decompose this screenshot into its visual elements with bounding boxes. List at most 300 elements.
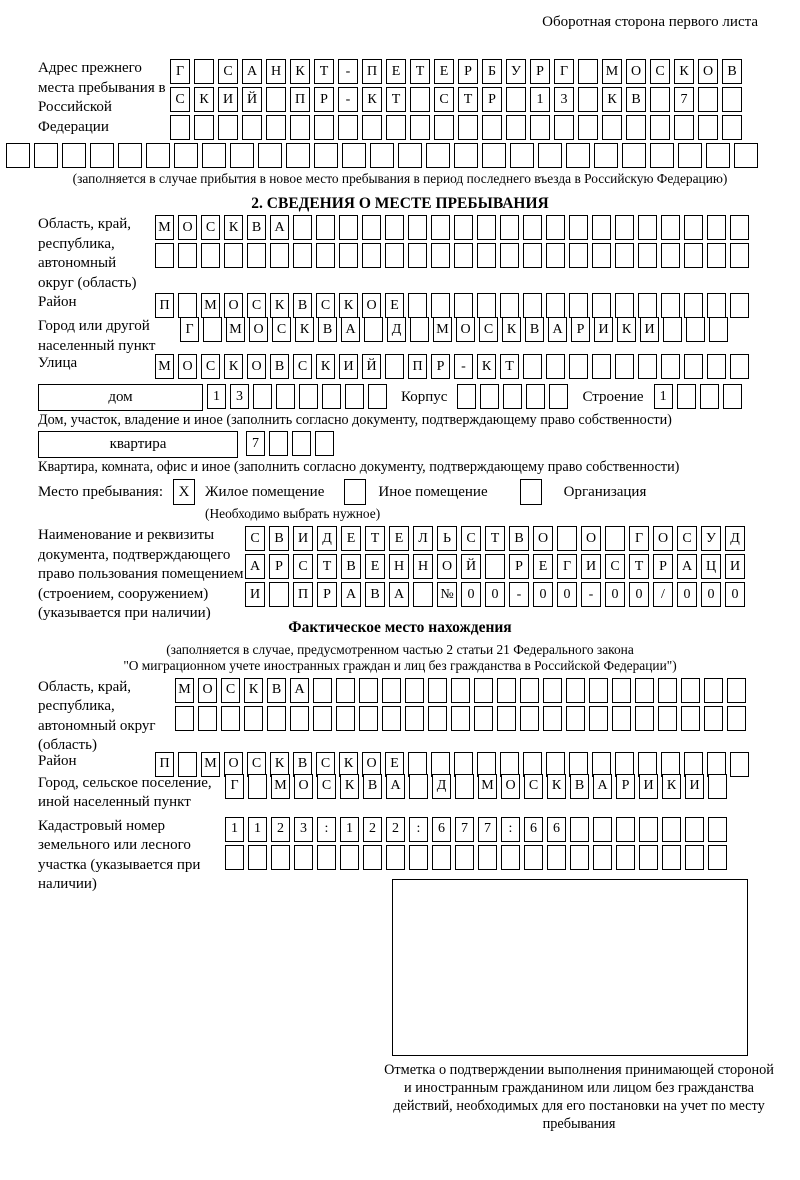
char-cell[interactable] [674,115,694,140]
char-cell[interactable] [592,354,611,379]
char-cell[interactable] [62,143,86,168]
char-cell[interactable]: К [339,752,358,777]
char-cell[interactable]: С [170,87,190,112]
char-cell[interactable]: А [386,774,405,799]
char-cell[interactable]: Г [225,774,244,799]
char-cell[interactable] [485,554,505,579]
char-cell[interactable] [428,706,447,731]
char-cell[interactable]: Е [533,554,553,579]
char-cell[interactable] [230,143,254,168]
char-cell[interactable]: 3 [230,384,249,409]
char-cell[interactable] [662,845,681,870]
char-cell[interactable] [315,431,334,456]
char-cell[interactable] [248,774,267,799]
char-cell[interactable] [194,115,214,140]
char-cell[interactable]: К [224,215,243,240]
char-cell[interactable] [428,678,447,703]
char-cell[interactable] [316,243,335,268]
char-cell[interactable] [201,243,220,268]
char-cell[interactable]: Е [434,59,454,84]
char-cell[interactable] [269,431,288,456]
char-cell[interactable] [578,59,598,84]
char-cell[interactable]: Г [180,317,199,342]
char-cell[interactable] [477,243,496,268]
char-cell[interactable] [293,243,312,268]
char-cell[interactable]: С [434,87,454,112]
char-cell[interactable]: К [362,87,382,112]
char-cell[interactable] [708,774,727,799]
char-cell[interactable] [530,115,550,140]
char-cell[interactable] [616,845,635,870]
char-cell[interactable]: А [593,774,612,799]
char-cell[interactable]: С [247,752,266,777]
char-cell[interactable] [722,87,742,112]
char-cell[interactable] [510,143,534,168]
char-cell[interactable]: 1 [207,384,226,409]
char-cell[interactable] [385,215,404,240]
char-cell[interactable]: И [685,774,704,799]
char-cell[interactable]: И [639,774,658,799]
char-cell[interactable] [523,293,542,318]
char-cell[interactable] [704,678,723,703]
char-cell[interactable] [286,143,310,168]
char-cell[interactable]: О [198,678,217,703]
char-cell[interactable]: А [242,59,262,84]
char-cell[interactable] [405,706,424,731]
char-cell[interactable] [270,243,289,268]
char-cell[interactable]: К [224,354,243,379]
char-cell[interactable]: С [245,526,265,551]
stay-checkbox-residential[interactable]: X [173,479,195,505]
char-cell[interactable] [454,143,478,168]
char-cell[interactable]: С [218,59,238,84]
char-cell[interactable] [730,752,749,777]
char-cell[interactable] [359,706,378,731]
char-cell[interactable]: А [290,678,309,703]
char-cell[interactable] [707,243,726,268]
char-cell[interactable] [386,115,406,140]
char-cell[interactable]: О [533,526,553,551]
char-cell[interactable]: С [221,678,240,703]
char-cell[interactable] [707,354,726,379]
char-cell[interactable]: К [270,752,289,777]
char-cell[interactable]: И [339,354,358,379]
char-cell[interactable] [547,845,566,870]
char-cell[interactable]: 1 [654,384,673,409]
char-cell[interactable]: 1 [340,817,359,842]
char-cell[interactable] [292,431,311,456]
char-cell[interactable] [678,143,702,168]
char-cell[interactable]: № [437,582,457,607]
char-cell[interactable]: - [338,59,358,84]
char-cell[interactable]: : [501,817,520,842]
char-cell[interactable]: К [244,678,263,703]
char-cell[interactable]: Р [482,87,502,112]
char-cell[interactable] [299,384,318,409]
char-cell[interactable]: 2 [386,817,405,842]
char-cell[interactable] [612,678,631,703]
char-cell[interactable] [677,384,696,409]
char-cell[interactable] [454,293,473,318]
char-cell[interactable] [431,293,450,318]
char-cell[interactable]: Р [530,59,550,84]
char-cell[interactable] [615,215,634,240]
char-cell[interactable] [594,143,618,168]
char-cell[interactable] [258,143,282,168]
char-cell[interactable]: Т [365,526,385,551]
char-cell[interactable] [685,817,704,842]
char-cell[interactable]: 3 [294,817,313,842]
char-cell[interactable] [661,243,680,268]
char-cell[interactable]: В [269,526,289,551]
char-cell[interactable] [247,243,266,268]
char-cell[interactable]: 7 [478,817,497,842]
char-cell[interactable]: Р [317,582,337,607]
char-cell[interactable] [431,243,450,268]
char-cell[interactable]: А [389,582,409,607]
char-cell[interactable]: Р [571,317,590,342]
char-cell[interactable] [431,215,450,240]
char-cell[interactable] [622,143,646,168]
char-cell[interactable]: И [581,554,601,579]
char-cell[interactable]: В [570,774,589,799]
char-cell[interactable] [661,215,680,240]
char-cell[interactable]: О [224,293,243,318]
char-cell[interactable] [314,143,338,168]
char-cell[interactable] [707,215,726,240]
char-cell[interactable] [409,845,428,870]
char-cell[interactable]: К [477,354,496,379]
char-cell[interactable] [221,706,240,731]
char-cell[interactable] [605,526,625,551]
char-cell[interactable]: С [247,293,266,318]
char-cell[interactable]: И [640,317,659,342]
char-cell[interactable]: В [341,554,361,579]
char-cell[interactable]: 0 [461,582,481,607]
char-cell[interactable]: : [317,817,336,842]
char-cell[interactable] [616,817,635,842]
char-cell[interactable] [730,215,749,240]
char-cell[interactable] [293,215,312,240]
char-cell[interactable] [650,87,670,112]
char-cell[interactable] [639,845,658,870]
char-cell[interactable] [336,706,355,731]
char-cell[interactable] [434,115,454,140]
char-cell[interactable] [118,143,142,168]
char-cell[interactable] [342,143,366,168]
char-cell[interactable] [500,215,519,240]
char-cell[interactable] [546,243,565,268]
char-cell[interactable]: И [293,526,313,551]
char-cell[interactable]: / [653,582,673,607]
char-cell[interactable] [454,215,473,240]
char-cell[interactable]: Д [317,526,337,551]
char-cell[interactable]: 2 [271,817,290,842]
char-cell[interactable] [198,706,217,731]
char-cell[interactable]: Е [389,526,409,551]
char-cell[interactable] [638,243,657,268]
char-cell[interactable]: М [175,678,194,703]
char-cell[interactable]: 3 [554,87,574,112]
char-cell[interactable] [362,215,381,240]
char-cell[interactable] [266,87,286,112]
char-cell[interactable] [658,706,677,731]
char-cell[interactable]: П [408,354,427,379]
char-cell[interactable] [276,384,295,409]
char-cell[interactable] [578,87,598,112]
char-cell[interactable] [322,384,341,409]
char-cell[interactable] [359,678,378,703]
char-cell[interactable]: Г [557,554,577,579]
char-cell[interactable]: К [662,774,681,799]
char-cell[interactable] [451,678,470,703]
char-cell[interactable]: 7 [674,87,694,112]
char-cell[interactable] [635,678,654,703]
char-cell[interactable]: Н [389,554,409,579]
char-cell[interactable] [146,143,170,168]
char-cell[interactable]: Е [365,554,385,579]
char-cell[interactable] [454,243,473,268]
char-cell[interactable]: Р [269,554,289,579]
char-cell[interactable] [661,354,680,379]
char-cell[interactable]: В [293,752,312,777]
char-cell[interactable] [704,706,723,731]
char-cell[interactable]: 0 [485,582,505,607]
char-cell[interactable] [194,59,214,84]
char-cell[interactable] [650,115,670,140]
char-cell[interactable]: С [479,317,498,342]
char-cell[interactable]: Й [461,554,481,579]
char-cell[interactable] [593,845,612,870]
char-cell[interactable] [615,243,634,268]
char-cell[interactable]: М [602,59,622,84]
char-cell[interactable]: 0 [677,582,697,607]
char-cell[interactable]: К [617,317,636,342]
char-cell[interactable]: А [341,317,360,342]
char-cell[interactable] [684,293,703,318]
char-cell[interactable] [314,115,334,140]
char-cell[interactable] [543,678,562,703]
char-cell[interactable]: Т [500,354,519,379]
char-cell[interactable]: - [509,582,529,607]
char-cell[interactable]: Т [629,554,649,579]
char-cell[interactable]: Е [341,526,361,551]
char-cell[interactable]: Т [485,526,505,551]
char-cell[interactable]: О [247,354,266,379]
char-cell[interactable] [546,293,565,318]
char-cell[interactable]: К [602,87,622,112]
char-cell[interactable]: П [293,582,313,607]
char-cell[interactable] [405,678,424,703]
char-cell[interactable] [432,845,451,870]
char-cell[interactable]: М [226,317,245,342]
char-cell[interactable] [174,143,198,168]
char-cell[interactable] [569,293,588,318]
char-cell[interactable] [225,845,244,870]
char-cell[interactable] [313,678,332,703]
char-cell[interactable] [570,845,589,870]
char-cell[interactable] [566,706,585,731]
char-cell[interactable] [734,143,758,168]
char-cell[interactable]: М [201,293,220,318]
char-cell[interactable]: А [270,215,289,240]
char-cell[interactable] [410,87,430,112]
char-cell[interactable] [409,774,428,799]
char-cell[interactable] [218,115,238,140]
char-cell[interactable] [635,706,654,731]
char-cell[interactable] [364,317,383,342]
char-cell[interactable]: О [224,752,243,777]
char-cell[interactable]: К [502,317,521,342]
char-cell[interactable]: С [316,293,335,318]
char-cell[interactable] [543,706,562,731]
char-cell[interactable]: К [339,293,358,318]
stay-checkbox-organization[interactable] [520,479,542,505]
char-cell[interactable] [569,215,588,240]
char-cell[interactable] [578,115,598,140]
char-cell[interactable] [566,678,585,703]
char-cell[interactable]: С [272,317,291,342]
char-cell[interactable]: П [290,87,310,112]
char-cell[interactable]: С [316,752,335,777]
char-cell[interactable] [269,582,289,607]
char-cell[interactable] [175,706,194,731]
char-cell[interactable] [589,678,608,703]
char-cell[interactable]: В [525,317,544,342]
char-cell[interactable]: 6 [524,817,543,842]
char-cell[interactable] [520,706,539,731]
char-cell[interactable]: К [194,87,214,112]
char-cell[interactable] [497,678,516,703]
char-cell[interactable]: Т [386,87,406,112]
char-cell[interactable] [730,243,749,268]
char-cell[interactable] [336,678,355,703]
char-cell[interactable] [523,243,542,268]
char-cell[interactable] [500,293,519,318]
char-cell[interactable] [458,115,478,140]
char-cell[interactable] [569,354,588,379]
char-cell[interactable] [708,845,727,870]
char-cell[interactable] [706,143,730,168]
char-cell[interactable] [413,582,433,607]
char-cell[interactable]: В [293,293,312,318]
char-cell[interactable]: Г [629,526,649,551]
char-cell[interactable]: М [155,354,174,379]
char-cell[interactable] [386,845,405,870]
char-cell[interactable] [503,384,522,409]
char-cell[interactable]: С [677,526,697,551]
char-cell[interactable]: В [626,87,646,112]
char-cell[interactable] [474,678,493,703]
char-cell[interactable]: К [295,317,314,342]
char-cell[interactable] [592,243,611,268]
char-cell[interactable]: О [178,215,197,240]
char-cell[interactable] [317,845,336,870]
char-cell[interactable] [566,143,590,168]
char-cell[interactable]: П [362,59,382,84]
char-cell[interactable] [684,215,703,240]
char-cell[interactable]: - [338,87,358,112]
char-cell[interactable] [523,215,542,240]
char-cell[interactable] [6,143,30,168]
char-cell[interactable]: Н [266,59,286,84]
char-cell[interactable] [155,243,174,268]
char-cell[interactable]: А [548,317,567,342]
char-cell[interactable]: В [270,354,289,379]
char-cell[interactable]: О [626,59,646,84]
char-cell[interactable]: У [701,526,721,551]
stay-checkbox-other-premises[interactable] [344,479,366,505]
char-cell[interactable]: 6 [432,817,451,842]
char-cell[interactable]: С [317,774,336,799]
char-cell[interactable]: С [201,354,220,379]
char-cell[interactable] [178,293,197,318]
char-cell[interactable] [385,243,404,268]
char-cell[interactable] [524,845,543,870]
char-cell[interactable]: О [362,293,381,318]
char-cell[interactable]: Г [170,59,190,84]
char-cell[interactable]: Ц [701,554,721,579]
char-cell[interactable] [474,706,493,731]
char-cell[interactable]: П [155,752,174,777]
char-cell[interactable] [709,317,728,342]
char-cell[interactable]: С [461,526,481,551]
char-cell[interactable] [382,678,401,703]
char-cell[interactable] [313,706,332,731]
char-cell[interactable] [615,293,634,318]
char-cell[interactable] [203,317,222,342]
char-cell[interactable]: Р [653,554,673,579]
char-cell[interactable]: 7 [455,817,474,842]
char-cell[interactable]: Т [410,59,430,84]
char-cell[interactable]: - [454,354,473,379]
char-cell[interactable]: К [290,59,310,84]
char-cell[interactable]: В [722,59,742,84]
char-cell[interactable] [506,115,526,140]
char-cell[interactable]: 1 [225,817,244,842]
char-cell[interactable] [477,215,496,240]
char-cell[interactable]: С [293,554,313,579]
char-cell[interactable]: Н [413,554,433,579]
char-cell[interactable]: 0 [557,582,577,607]
char-cell[interactable] [368,384,387,409]
char-cell[interactable]: В [365,582,385,607]
char-cell[interactable]: О [178,354,197,379]
char-cell[interactable] [662,817,681,842]
char-cell[interactable] [700,384,719,409]
char-cell[interactable] [684,243,703,268]
char-cell[interactable] [661,293,680,318]
char-cell[interactable] [730,293,749,318]
char-cell[interactable] [592,215,611,240]
char-cell[interactable]: 1 [248,817,267,842]
char-cell[interactable]: Е [385,293,404,318]
char-cell[interactable] [569,243,588,268]
char-cell[interactable] [546,215,565,240]
char-cell[interactable] [451,706,470,731]
char-cell[interactable]: М [433,317,452,342]
char-cell[interactable] [457,384,476,409]
char-cell[interactable] [523,354,542,379]
char-cell[interactable]: Р [509,554,529,579]
char-cell[interactable] [549,384,568,409]
char-cell[interactable] [663,317,682,342]
char-cell[interactable]: Д [432,774,451,799]
char-cell[interactable]: О [456,317,475,342]
char-cell[interactable]: Р [314,87,334,112]
char-cell[interactable] [248,845,267,870]
char-cell[interactable] [253,384,272,409]
